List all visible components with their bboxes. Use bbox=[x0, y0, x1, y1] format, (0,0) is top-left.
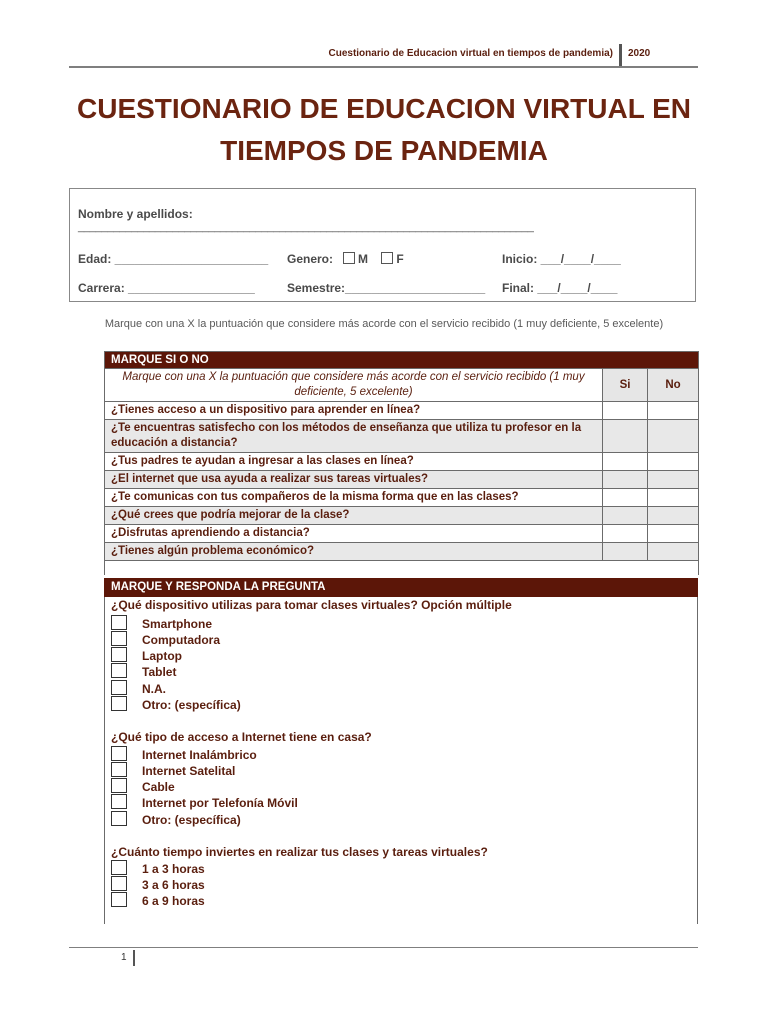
table-row bbox=[105, 420, 699, 453]
answer-no-cell[interactable] bbox=[648, 420, 699, 453]
answer-no-cell[interactable] bbox=[648, 507, 699, 525]
checkbox[interactable] bbox=[111, 778, 127, 793]
option-otro-internet[interactable] bbox=[111, 811, 241, 828]
answer-yes-cell[interactable] bbox=[603, 402, 648, 420]
spacer-cell bbox=[105, 561, 699, 576]
question-device: ¿Qué dispositivo utilizas para tomar clases virtuales? Opción múltiple bbox=[111, 598, 512, 612]
gender-f-label: F bbox=[396, 252, 404, 266]
option-label: Otro: (específica) bbox=[142, 698, 241, 712]
question-text: ¿Tienes algún problema económico? bbox=[105, 543, 603, 561]
answer-yes-cell[interactable] bbox=[603, 420, 648, 453]
option-label: 6 a 9 horas bbox=[142, 894, 205, 908]
table-row bbox=[105, 525, 699, 543]
option-na[interactable] bbox=[111, 680, 166, 697]
option-satelital[interactable] bbox=[111, 762, 235, 779]
no-column-header: No bbox=[648, 369, 699, 402]
option-inalambrico[interactable] bbox=[111, 746, 257, 763]
option-telefonia-movil[interactable] bbox=[111, 794, 298, 811]
checkbox[interactable] bbox=[111, 615, 127, 630]
checkbox[interactable] bbox=[111, 811, 127, 826]
answer-yes-cell[interactable] bbox=[603, 525, 648, 543]
answer-yes-cell[interactable] bbox=[603, 507, 648, 525]
option-label: Internet Satelital bbox=[142, 764, 236, 778]
option-tablet[interactable] bbox=[111, 663, 176, 680]
checkbox[interactable] bbox=[111, 892, 127, 907]
career-field[interactable]: Carrera: ___________________ bbox=[78, 281, 255, 295]
answer-yes-cell[interactable] bbox=[603, 489, 648, 507]
answer-yes-cell[interactable] bbox=[603, 453, 648, 471]
option-label: Internet Inalámbrico bbox=[142, 748, 257, 762]
answer-no-cell[interactable] bbox=[648, 489, 699, 507]
checkbox[interactable] bbox=[111, 680, 127, 695]
option-laptop[interactable] bbox=[111, 647, 182, 664]
section1-header: MARQUE SI O NO bbox=[105, 352, 699, 369]
question-text: ¿Tus padres te ayudan a ingresar a las clases en línea? bbox=[105, 453, 603, 471]
running-header-title: Cuestionario de Educacion virtual en tiempos de pandemia) bbox=[328, 48, 613, 59]
semester-field[interactable]: Semestre:_____________________ bbox=[287, 281, 486, 295]
table-row bbox=[105, 471, 699, 489]
name-field[interactable]: _____________________________________________________________________________ bbox=[78, 221, 534, 233]
table-row bbox=[105, 402, 699, 420]
option-label: Otro: (específica) bbox=[142, 813, 241, 827]
table-row bbox=[105, 507, 699, 525]
checkbox[interactable] bbox=[111, 876, 127, 891]
option-otro-device[interactable] bbox=[111, 696, 241, 713]
gender-label: Genero: bbox=[287, 252, 334, 266]
checkbox[interactable] bbox=[111, 794, 127, 809]
option-label: Internet por Telefonía Móvil bbox=[142, 796, 298, 810]
question-internet-type: ¿Qué tipo de acceso a Internet tiene en casa? bbox=[111, 730, 372, 744]
gender-f-checkbox[interactable] bbox=[381, 252, 393, 264]
table-row bbox=[105, 543, 699, 561]
question-text: ¿Disfrutas aprendiendo a distancia? bbox=[105, 525, 603, 543]
question-time: ¿Cuánto tiempo inviertes en realizar tus clases y tareas virtuales? bbox=[111, 845, 488, 859]
option-label: Smartphone bbox=[142, 617, 213, 631]
question-text: ¿Qué crees que podría mejorar de la clase? bbox=[105, 507, 603, 525]
option-computadora[interactable] bbox=[111, 631, 220, 648]
header-separator bbox=[619, 44, 622, 66]
table-row bbox=[105, 489, 699, 507]
answer-no-cell[interactable] bbox=[648, 453, 699, 471]
checkbox[interactable] bbox=[111, 663, 127, 678]
section2-header: MARQUE Y RESPONDA LA PREGUNTA bbox=[104, 578, 698, 597]
section1-subheader: Marque con una X la puntuación que considere más acorde con el servicio recibido (1 muy deficiente, 5 excelente) bbox=[105, 369, 603, 402]
gender-m-label: M bbox=[358, 252, 369, 266]
footer-rule bbox=[69, 947, 698, 948]
yes-column-header: Si bbox=[603, 369, 648, 402]
checkbox[interactable] bbox=[111, 647, 127, 662]
option-label: Laptop bbox=[142, 649, 182, 663]
checkbox[interactable] bbox=[111, 762, 127, 777]
document-title bbox=[60, 88, 708, 172]
checkbox[interactable] bbox=[111, 860, 127, 875]
option-6-9-horas[interactable] bbox=[111, 892, 205, 909]
gender-field bbox=[287, 252, 404, 266]
answer-no-cell[interactable] bbox=[648, 525, 699, 543]
option-label: N.A. bbox=[142, 682, 166, 696]
checkbox[interactable] bbox=[111, 746, 127, 761]
footer-separator bbox=[133, 950, 135, 966]
answer-no-cell[interactable] bbox=[648, 471, 699, 489]
option-3-6-horas[interactable] bbox=[111, 876, 205, 893]
page-number: 1 bbox=[121, 952, 127, 963]
option-label: Computadora bbox=[142, 633, 220, 647]
age-field[interactable]: Edad: _______________________ bbox=[78, 252, 269, 266]
option-label: Cable bbox=[142, 780, 175, 794]
spacer-row bbox=[105, 561, 699, 576]
option-1-3-horas[interactable] bbox=[111, 860, 205, 877]
option-label: 3 a 6 horas bbox=[142, 878, 205, 892]
option-smartphone[interactable] bbox=[111, 615, 212, 632]
header-rule bbox=[69, 66, 698, 68]
checkbox[interactable] bbox=[111, 631, 127, 646]
question-text: ¿Tienes acceso a un dispositivo para aprender en línea? bbox=[105, 402, 603, 420]
end-date-field[interactable]: Final: ___/____/____ bbox=[502, 281, 618, 295]
title-line-2: TIEMPOS DE PANDEMIA bbox=[220, 135, 548, 166]
title-line-1: CUESTIONARIO DE EDUCACION VIRTUAL EN bbox=[77, 93, 691, 124]
start-date-field[interactable]: Inicio: ___/____/____ bbox=[502, 252, 621, 266]
question-text: ¿Te encuentras satisfecho con los métodos de enseñanza que utiliza tu profesor en la educación a distancia? bbox=[105, 420, 603, 453]
personal-info-box bbox=[69, 188, 696, 302]
gender-m-checkbox[interactable] bbox=[343, 252, 355, 264]
question-text: ¿El internet que usa ayuda a realizar sus tareas virtuales? bbox=[105, 471, 603, 489]
checkbox[interactable] bbox=[111, 696, 127, 711]
answer-yes-cell[interactable] bbox=[603, 471, 648, 489]
answer-no-cell[interactable] bbox=[648, 543, 699, 561]
yes-no-table bbox=[104, 351, 699, 575]
table-row bbox=[105, 453, 699, 471]
name-label: Nombre y apellidos: bbox=[78, 207, 193, 221]
answer-no-cell[interactable] bbox=[648, 402, 699, 420]
option-cable[interactable] bbox=[111, 778, 175, 795]
instruction-text: Marque con una X la puntuación que considere más acorde con el servicio recibido (1 muy deficiente, 5 excelente) bbox=[104, 318, 664, 330]
question-text: ¿Te comunicas con tus compañeros de la misma forma que en las clases? bbox=[105, 489, 603, 507]
option-label: Tablet bbox=[142, 665, 177, 679]
header-year: 2020 bbox=[628, 48, 651, 59]
answer-yes-cell[interactable] bbox=[603, 543, 648, 561]
option-label: 1 a 3 horas bbox=[142, 862, 205, 876]
